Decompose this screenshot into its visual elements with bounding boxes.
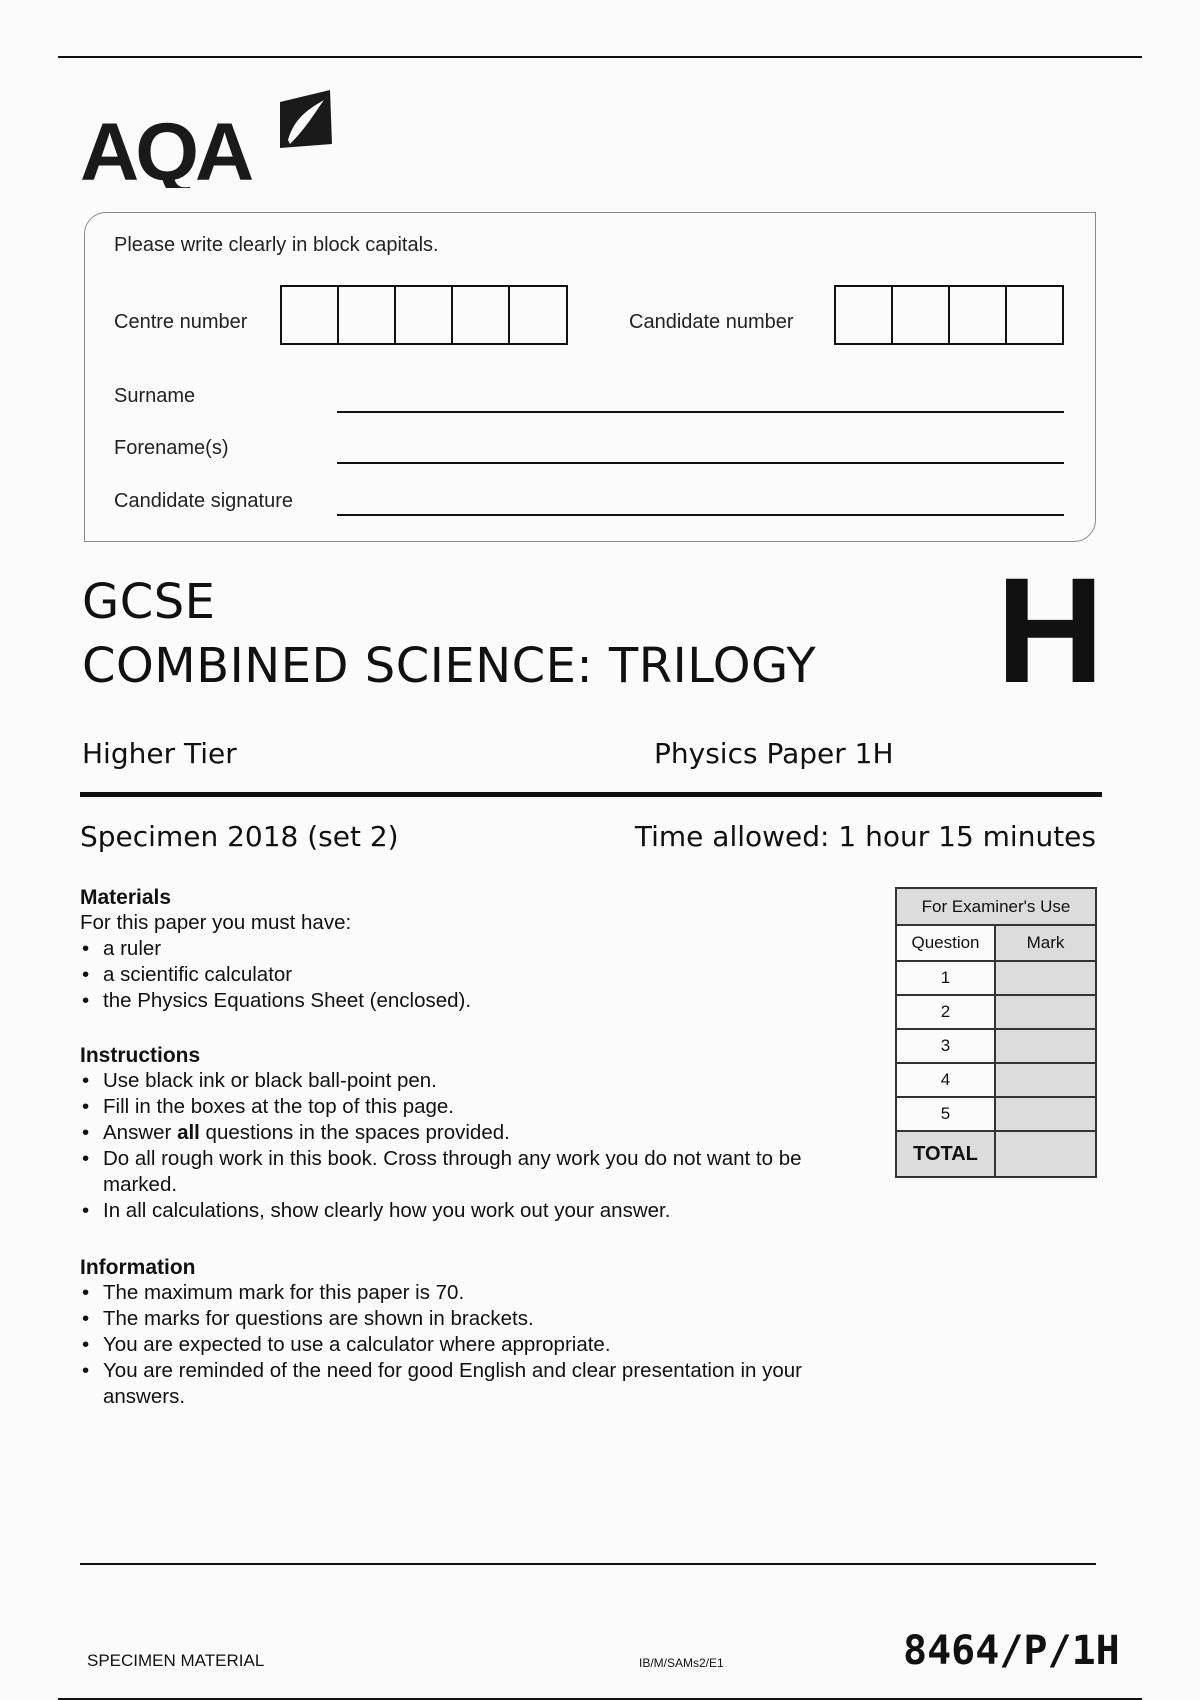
mark-cell[interactable] — [995, 995, 1096, 1029]
materials-section — [80, 886, 840, 1014]
aqa-logo — [80, 88, 360, 188]
candidate-number-field[interactable] — [834, 285, 1064, 345]
instructions-section — [80, 1044, 830, 1224]
paper-code: 8464/P/1H — [903, 1628, 1120, 1674]
paper-reference: IB/M/SAMs2/E1 — [639, 1656, 724, 1670]
mark-cell[interactable] — [995, 1029, 1096, 1063]
tier-label: Higher Tier — [82, 737, 237, 770]
leaf-icon — [280, 90, 332, 148]
list-item: • a ruler — [80, 936, 840, 962]
subject-title: COMBINED SCIENCE: TRILOGY — [82, 638, 817, 694]
title-rule — [80, 792, 1102, 797]
information-section — [80, 1256, 820, 1410]
specimen-label: Specimen 2018 (set 2) — [80, 820, 399, 853]
signature-label: Candidate signature — [114, 490, 294, 512]
list-item: • a scientific calculator — [80, 962, 840, 988]
instructions-heading: Instructions — [80, 1044, 201, 1067]
question-number: 3 — [896, 1029, 995, 1063]
centre-number-field[interactable] — [280, 285, 568, 345]
candidate-number-label: Candidate number — [629, 311, 794, 333]
forename-label: Forename(s) — [114, 437, 229, 459]
total-label: TOTAL — [896, 1131, 995, 1177]
footer-rule — [80, 1563, 1096, 1565]
surname-field[interactable] — [337, 411, 1064, 413]
list-item: • Answer all questions in the spaces provided. — [80, 1120, 830, 1146]
mark-cell[interactable] — [995, 1063, 1096, 1097]
mark-cell[interactable] — [995, 961, 1096, 995]
surname-label: Surname — [114, 385, 196, 407]
examiner-use-table — [895, 887, 1097, 1178]
centre-number-label: Centre number — [114, 311, 248, 333]
list-item: • Use black ink or black ball-point pen. — [80, 1068, 830, 1094]
top-rule — [58, 56, 1142, 58]
question-number: 2 — [896, 995, 995, 1029]
block-capitals-instruction: Please write clearly in block capitals. — [114, 234, 439, 256]
specimen-material-label: SPECIMEN MATERIAL — [87, 1651, 265, 1670]
question-number: 4 — [896, 1063, 995, 1097]
logo-text: AQA — [80, 107, 251, 188]
paper-label: Physics Paper 1H — [654, 737, 894, 770]
signature-field[interactable] — [337, 514, 1064, 516]
mark-column-header: Mark — [995, 925, 1096, 961]
mark-cell[interactable] — [995, 1097, 1096, 1131]
question-number: 1 — [896, 961, 995, 995]
tier-letter: H — [996, 546, 1105, 714]
information-heading: Information — [80, 1256, 196, 1279]
total-mark-cell[interactable] — [995, 1131, 1096, 1177]
question-column-header: Question — [896, 925, 995, 961]
question-number: 5 — [896, 1097, 995, 1131]
materials-intro: For this paper you must have: — [80, 911, 352, 934]
time-allowed: Time allowed: 1 hour 15 minutes — [634, 820, 1096, 853]
list-item: • You are expected to use a calculator where appropriate. — [80, 1332, 820, 1358]
list-item: • Do all rough work in this book. Cross through any work you do not want to be marked. — [80, 1146, 830, 1198]
materials-heading: Materials — [80, 886, 172, 909]
list-item: • In all calculations, show clearly how you work out your answer. — [80, 1198, 830, 1224]
forename-field[interactable] — [337, 462, 1064, 464]
examiner-heading: For Examiner's Use — [896, 888, 1096, 925]
qualification-title: GCSE — [82, 574, 216, 630]
list-item: • The marks for questions are shown in brackets. — [80, 1306, 820, 1332]
list-item: • The maximum mark for this paper is 70. — [80, 1280, 820, 1306]
list-item: • You are reminded of the need for good English and clear presentation in your answers. — [80, 1358, 820, 1410]
list-item: • the Physics Equations Sheet (enclosed). — [80, 988, 840, 1014]
list-item: • Fill in the boxes at the top of this page. — [80, 1094, 830, 1120]
